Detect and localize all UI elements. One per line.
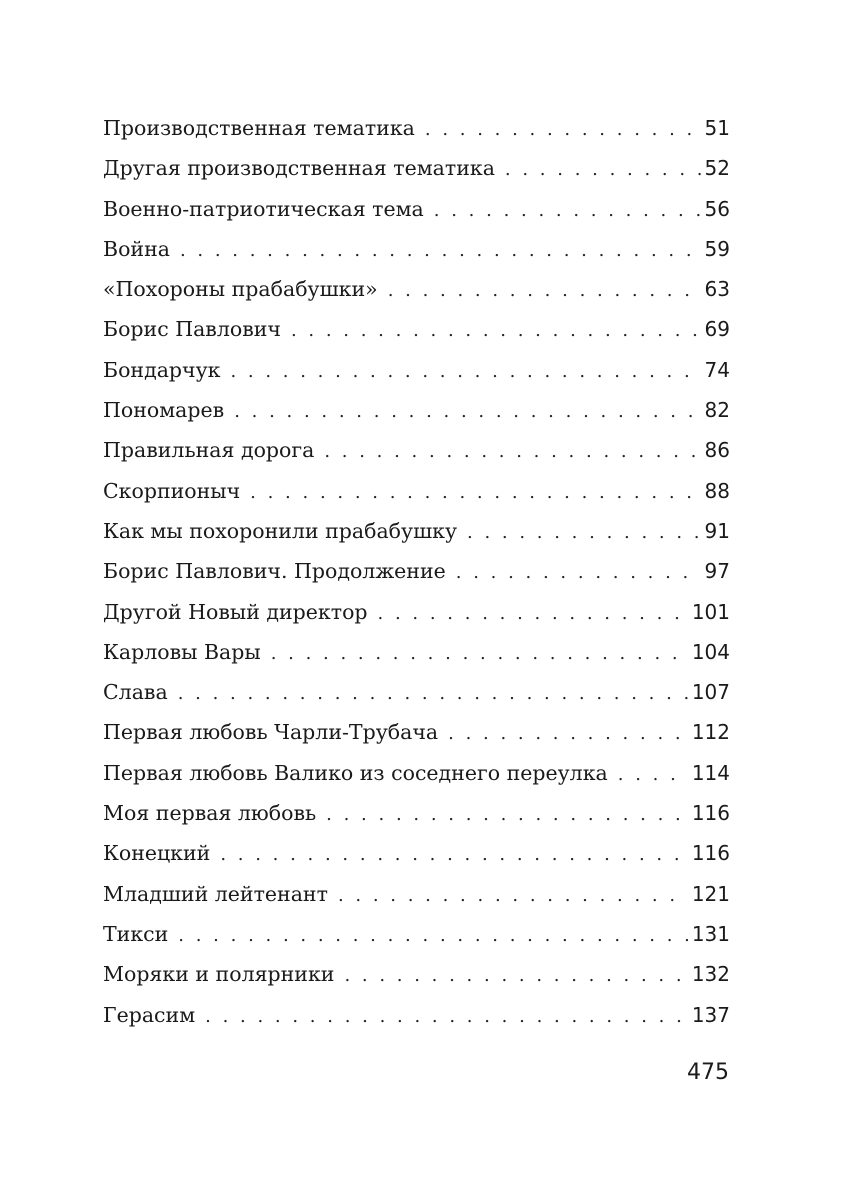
toc-entry-page: 132 [691, 962, 730, 987]
toc-entry [103, 189, 730, 229]
toc-entry [103, 229, 730, 269]
toc-entry-title: Производственная тематика [103, 116, 415, 140]
toc-dot-leader [250, 473, 700, 513]
toc-dot-leader [230, 352, 700, 392]
toc-entry [103, 592, 730, 632]
toc-entry-title: Борис Павлович [103, 317, 281, 342]
toc-dot-leader [505, 150, 701, 190]
toc-entry-title: Война [103, 236, 170, 261]
toc-entry [103, 148, 730, 188]
toc-entry [103, 914, 730, 954]
toc-dot-leader [220, 835, 687, 875]
toc-dot-leader [425, 110, 701, 150]
toc-entry [103, 753, 730, 793]
toc-entry [103, 350, 730, 390]
toc-entry-page: 82 [704, 398, 730, 423]
toc-entry-title: Бондарчук [103, 357, 221, 382]
toc-entry-title: Конецкий [103, 841, 211, 866]
toc-entry-page: 51 [704, 116, 730, 140]
toc-dot-leader [378, 594, 688, 634]
toc-entry-title: Пономарев [103, 398, 225, 423]
toc-entry-title: Как мы похоронили прабабушку [103, 518, 458, 543]
toc-entry-title: Карловы Вары [103, 639, 261, 664]
toc-dot-leader [180, 231, 701, 271]
toc-entry-page: 116 [691, 801, 730, 826]
toc-entry-title: Герасим [103, 1002, 196, 1027]
toc-dot-leader [344, 956, 687, 996]
toc-entry-page: 112 [691, 720, 730, 745]
toc-entry-page: 63 [704, 277, 730, 302]
toc-entry-title: Слава [103, 680, 168, 705]
toc-entry [103, 833, 730, 873]
toc-entry [103, 108, 730, 148]
toc-dot-leader [178, 674, 688, 714]
toc-entry-page: 52 [704, 156, 730, 181]
toc-entry-title: Младший лейтенант [103, 881, 328, 906]
toc-dot-leader [234, 392, 700, 432]
toc-entry-title: Моряки и полярники [103, 962, 335, 987]
toc-entry [103, 995, 730, 1035]
toc-dot-leader [618, 755, 688, 795]
toc-dot-leader [456, 553, 701, 593]
toc-entry-title: Другая производственная тематика [103, 156, 495, 181]
toc-dot-leader [271, 634, 688, 674]
toc-entry-page: 121 [691, 881, 730, 906]
toc-entry-title: Первая любовь Валико из соседнего переулка [103, 760, 608, 785]
toc-entry [103, 511, 730, 551]
toc-entry-title: Первая любовь Чарли-Трубача [103, 720, 439, 745]
toc-entry [103, 390, 730, 430]
toc-entry [103, 632, 730, 672]
toc-entry [103, 551, 730, 591]
toc-entry-page: 104 [691, 639, 730, 664]
toc-entry-page: 88 [704, 478, 730, 503]
toc-entry-title: Борис Павлович. Продолжение [103, 559, 446, 584]
toc-entry-title: Правильная дорога [103, 438, 315, 463]
toc-dot-leader [434, 191, 701, 231]
toc-entry [103, 793, 730, 833]
toc-entry-page: 97 [704, 559, 730, 584]
toc-dot-leader [291, 311, 701, 351]
toc-entry [103, 430, 730, 470]
page-number: 475 [687, 1060, 729, 1085]
toc-dot-leader [338, 876, 688, 916]
toc-entry [103, 309, 730, 349]
toc-entry-title: Моя первая любовь [103, 801, 317, 826]
toc-entry-page: 131 [691, 921, 730, 946]
toc-entry-page: 101 [691, 599, 730, 624]
toc-entry-title: «Похороны прабабушки» [103, 277, 378, 302]
toc-entry-page: 74 [704, 357, 730, 382]
toc-dot-leader [178, 916, 688, 956]
toc-entry-page: 56 [704, 196, 730, 221]
toc-entry-page: 91 [704, 518, 730, 543]
toc-entry [103, 471, 730, 511]
toc-entry-page: 86 [704, 438, 730, 463]
toc-entry-page: 107 [691, 680, 730, 705]
toc-entry [103, 954, 730, 994]
toc-entry-title: Военно-патриотическая тема [103, 196, 424, 221]
toc-entry-page: 59 [704, 236, 730, 261]
toc-dot-leader [205, 997, 688, 1037]
toc-entry [103, 712, 730, 752]
toc-entry [103, 269, 730, 309]
toc-entry-title: Скорпионыч [103, 478, 241, 503]
toc-entry-title: Тикси [103, 921, 169, 946]
toc-dot-leader [388, 271, 701, 311]
toc-entry-title: Другой Новый директор [103, 599, 368, 624]
toc-entry [103, 874, 730, 914]
toc-dot-leader [324, 432, 700, 472]
toc-dot-leader [448, 714, 688, 754]
toc-dot-leader [326, 795, 688, 835]
toc-entry-page: 114 [691, 760, 730, 785]
table-of-contents [103, 108, 730, 1035]
toc-dot-leader [467, 513, 701, 553]
toc-entry-page: 69 [704, 317, 730, 342]
toc-entry-page: 137 [691, 1002, 730, 1027]
toc-entry-page: 116 [691, 841, 730, 866]
toc-entry [103, 672, 730, 712]
